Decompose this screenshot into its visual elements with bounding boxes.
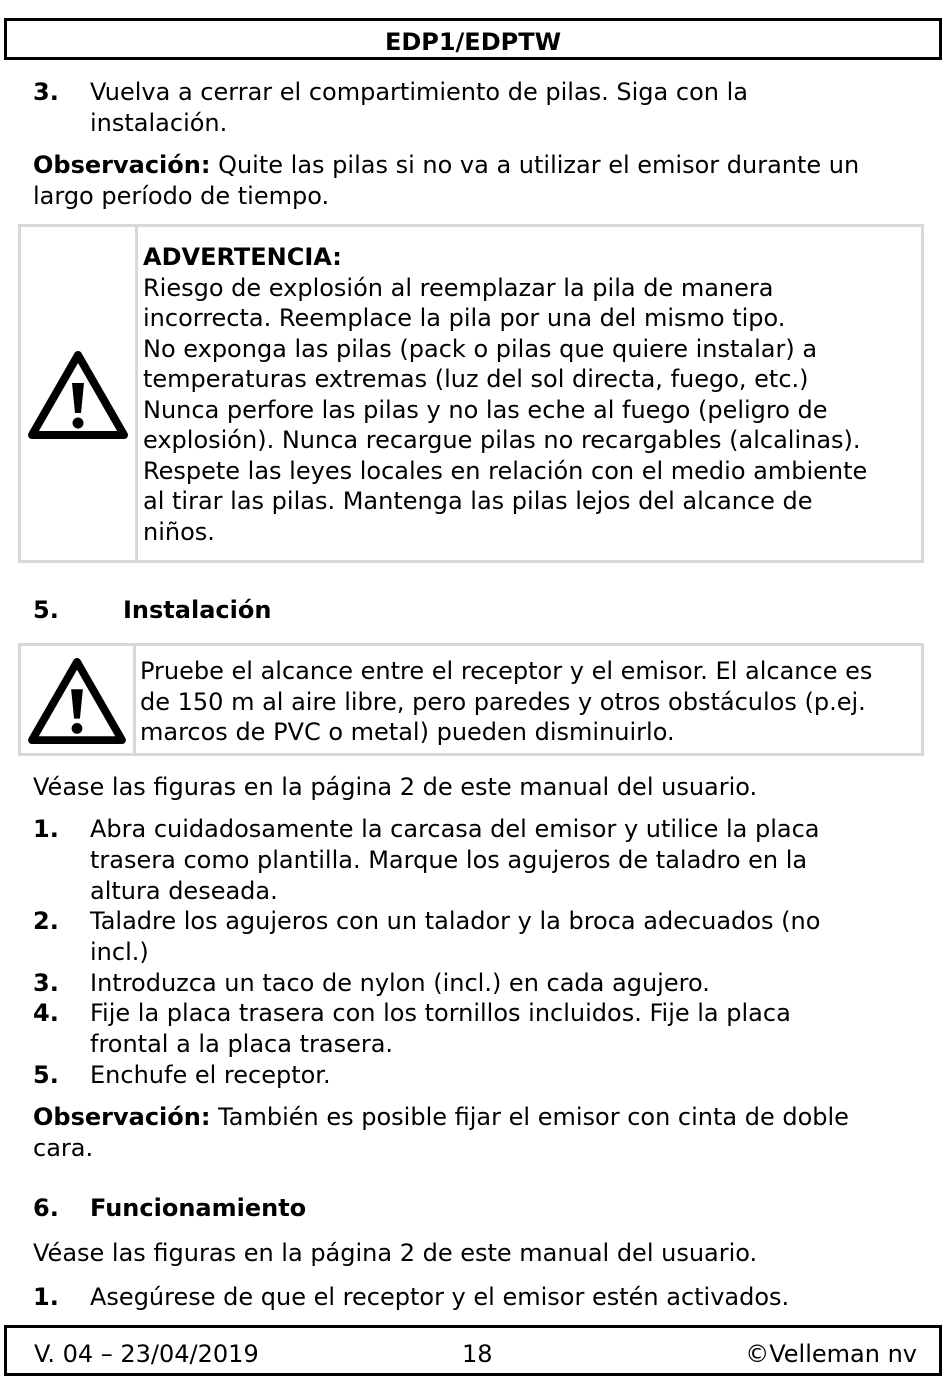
warning-line: niños. <box>143 517 215 546</box>
list-item-line: instalación. <box>90 109 228 137</box>
warning-box <box>18 224 924 563</box>
list-item-line: Fije la placa trasera con los tornillos incluidos. Fije la placa <box>90 999 791 1027</box>
document-header <box>4 18 942 60</box>
page-number: 18 <box>462 1340 493 1368</box>
list-item <box>33 1282 893 1313</box>
warning-box <box>18 643 924 756</box>
warning-text <box>143 242 923 547</box>
note-text: Quite las pilas si no va a utilizar el emisor durante un <box>210 151 860 179</box>
section-title: Instalación <box>123 596 272 624</box>
section-number: 6. <box>33 1194 59 1222</box>
list-item-number: 4. <box>33 999 59 1027</box>
warning-line: incorrecta. Reemplace la pila por una del mismo tipo. <box>143 304 786 332</box>
list-item-number: 3. <box>33 969 59 997</box>
warning-icon-cell <box>21 646 136 753</box>
list-item <box>33 1060 893 1091</box>
warning-line: marcos de PVC o metal) pueden disminuirlo. <box>140 718 675 746</box>
list-item <box>33 968 893 999</box>
warning-line: No exponga las pilas (pack o pilas que quiere instalar) a <box>143 334 818 363</box>
warning-triangle-icon <box>27 349 129 441</box>
list-item <box>33 77 893 139</box>
warning-triangle-icon <box>27 656 127 746</box>
list-item-line: Enchufe el receptor. <box>90 1061 331 1089</box>
note-label: Observación: <box>33 151 211 179</box>
warning-line: de 150 m al aire libre, pero paredes y otros obstáculos (p.ej. <box>140 687 866 716</box>
note-text: largo período de tiempo. <box>33 182 330 210</box>
note-text: cara. <box>33 1134 94 1162</box>
warning-line: Pruebe el alcance entre el receptor y el emisor. El alcance es <box>140 657 873 685</box>
footer-version: V. 04 – 23/04/2019 <box>34 1340 259 1368</box>
list-item <box>33 906 893 968</box>
list-item-line: frontal a la placa trasera. <box>90 1030 394 1058</box>
warning-line: Nunca perfore las pilas y no las eche al fuego (peligro de <box>143 395 828 424</box>
list-item-line: altura deseada. <box>90 877 278 905</box>
footer-copyright: ©Velleman nv <box>745 1340 917 1368</box>
paragraph: Véase las figuras en la página 2 de este manual del usuario. <box>33 1239 758 1267</box>
section-number: 5. <box>33 596 59 624</box>
note-label: Observación: <box>33 1103 211 1131</box>
warning-line: al tirar las pilas. Mantenga las pilas lejos del alcance de <box>143 487 813 515</box>
list-item-number: 1. <box>33 815 59 843</box>
section-title: Funcionamiento <box>90 1194 307 1222</box>
warning-line: Riesgo de explosión al reemplazar la pila de manera <box>143 273 774 302</box>
list-item-number: 1. <box>33 1283 59 1311</box>
list-item-line: Abra cuidadosamente la carcasa del emisor y utilice la placa <box>90 815 820 843</box>
warning-line: explosión). Nunca recargue pilas no recargables (alcalinas). <box>143 426 861 454</box>
list-item-line: Asegúrese de que el receptor y el emisor estén activados. <box>90 1283 790 1311</box>
section-heading <box>33 1193 307 1224</box>
section-heading <box>33 595 272 626</box>
list-item-line: Taladre los agujeros con un talador y la broca adecuados (no <box>90 907 821 935</box>
list-item-line: Vuelva a cerrar el compartimiento de pilas. Siga con la <box>90 78 748 106</box>
warning-text <box>140 656 925 748</box>
list-item-line: incl.) <box>90 938 149 966</box>
document-footer <box>4 1325 942 1376</box>
note-text: También es posible fijar el emisor con cinta de doble <box>210 1103 849 1131</box>
list-item-number: 3. <box>33 78 59 106</box>
note-paragraph <box>33 150 913 212</box>
warning-line: Respete las leyes locales en relación con el medio ambiente <box>143 456 868 485</box>
list-item <box>33 814 893 907</box>
list-item-number: 5. <box>33 1061 59 1089</box>
list-item-number: 2. <box>33 907 59 935</box>
note-paragraph <box>33 1102 913 1164</box>
list-item-line: trasera como plantilla. Marque los agujeros de taladro en la <box>90 846 808 874</box>
list-item <box>33 998 893 1060</box>
warning-icon-cell <box>21 227 138 560</box>
warning-title: ADVERTENCIA: <box>143 243 342 271</box>
list-item-line: Introduzca un taco de nylon (incl.) en cada agujero. <box>90 969 710 997</box>
paragraph: Véase las figuras en la página 2 de este manual del usuario. <box>33 773 758 801</box>
warning-line: temperaturas extremas (luz del sol directa, fuego, etc.) <box>143 365 809 393</box>
document-title: EDP1/EDPTW <box>384 28 562 56</box>
